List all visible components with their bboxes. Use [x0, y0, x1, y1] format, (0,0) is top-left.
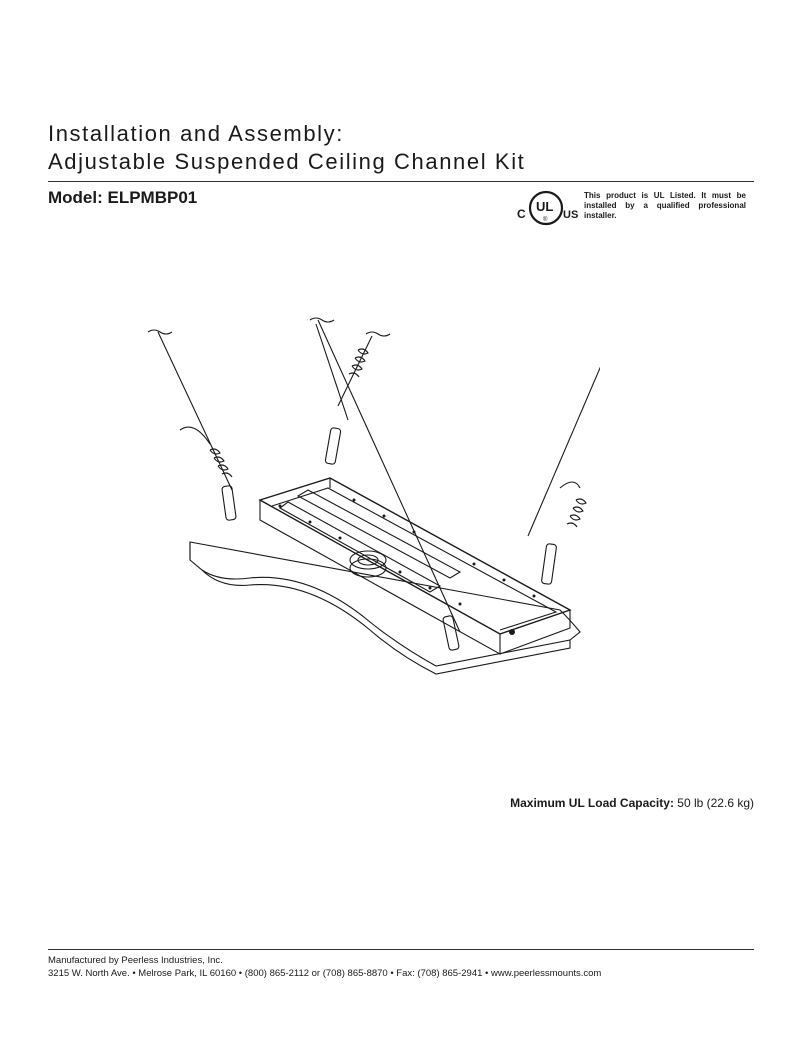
- ul-logo-us: US: [563, 209, 579, 221]
- footer-divider: [48, 949, 754, 950]
- header-divider: [48, 181, 754, 182]
- title-line-2: Adjustable Suspended Ceiling Channel Kit: [48, 149, 526, 174]
- load-capacity-value: 50 lb (22.6 kg): [677, 796, 754, 810]
- ul-logo-registered: ®: [543, 217, 548, 223]
- ceiling-channel-kit-illustration: [140, 310, 600, 710]
- ul-logo-c: C: [517, 207, 526, 221]
- ul-listed-logo: [513, 188, 579, 230]
- load-capacity-label: Maximum UL Load Capacity:: [510, 796, 674, 810]
- title-line-1: Installation and Assembly:: [48, 121, 344, 146]
- ul-listing-note: This product is UL Listed. It must be installed by a qualified professional installer.: [584, 191, 746, 220]
- footer: [48, 954, 601, 980]
- model-number: Model: ELPMBP01: [48, 188, 198, 207]
- contact-line: 3215 W. North Ave. • Melrose Park, IL 60160 • (800) 865-2112 or (708) 865-8870 • Fax: (708) 865-2941 • www.peerlessmounts.com: [48, 968, 602, 979]
- manufacturer-line: Manufactured by Peerless Industries, Inc.: [48, 955, 223, 966]
- ul-logo-ul: UL: [536, 199, 554, 214]
- document-title: [48, 120, 525, 176]
- load-capacity: [510, 796, 754, 810]
